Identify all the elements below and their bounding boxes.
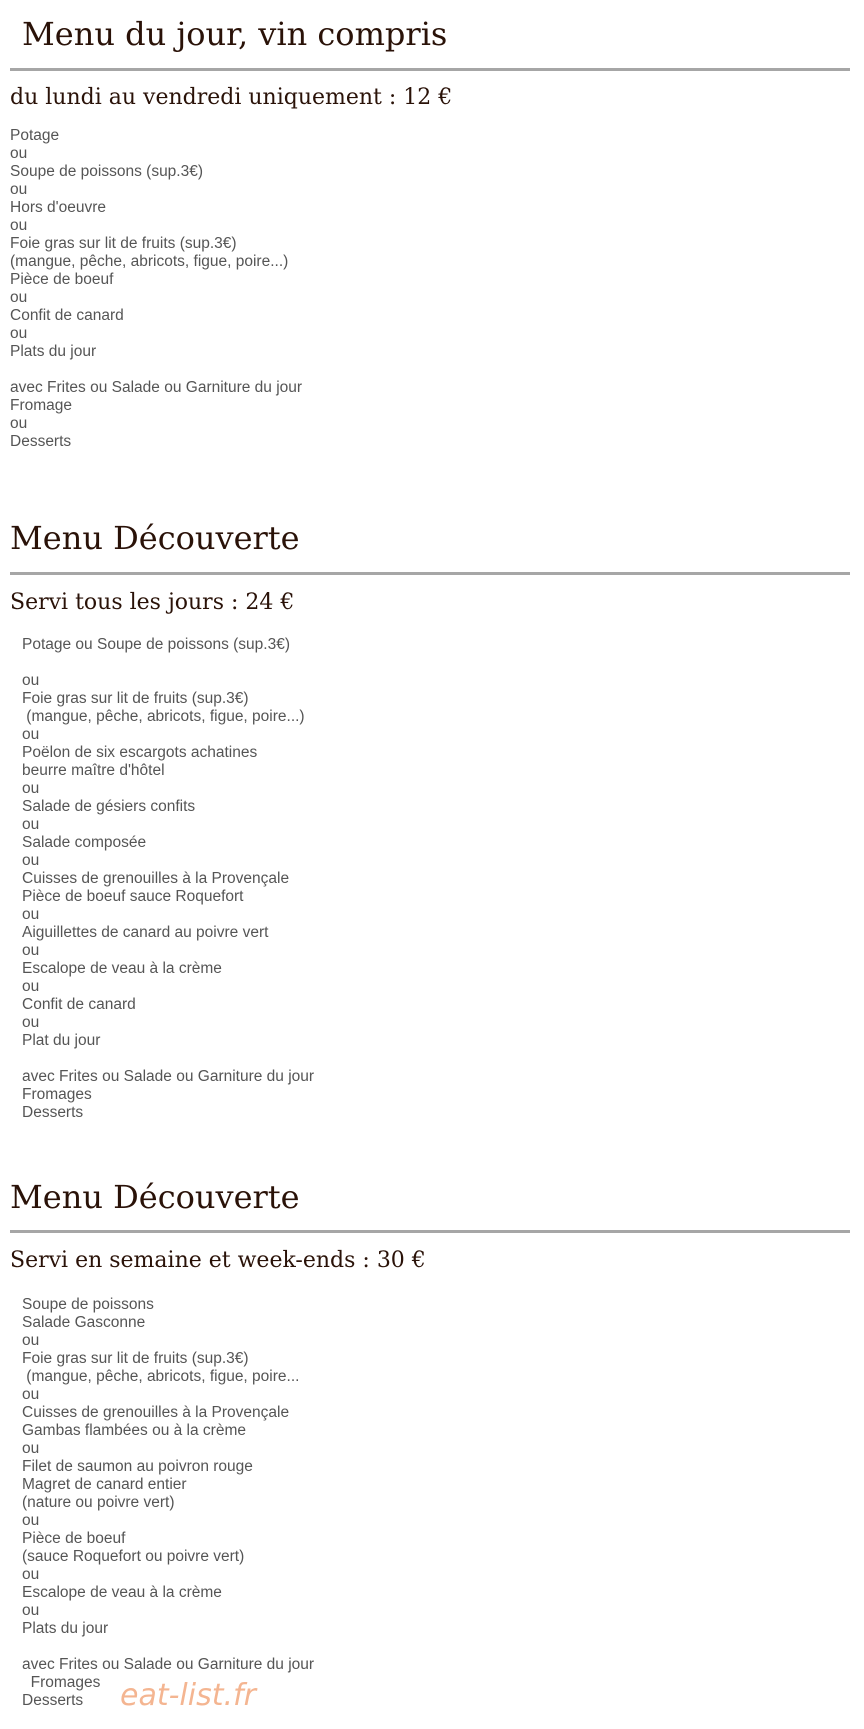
menu-subtitle: du lundi au vendredi uniquement : 12 € [10,85,453,110]
blank-line [22,1638,314,1656]
menu-line: Magret de canard entier [22,1476,187,1493]
menu-line: avec Frites ou Salade ou Garniture du jour [22,1068,315,1085]
menu-line: Foie gras sur lit de fruits (sup.3€) [10,235,237,252]
menu-line: (nature ou poivre vert) [22,1494,175,1511]
menu-line: ou [22,1386,40,1403]
menu-line: Filet de saumon au poivron rouge [22,1458,253,1475]
menu-line: Desserts [22,1692,84,1709]
menu-line: (mangue, pêche, abricots, figue, poire... [22,1368,300,1385]
menu-line: Salade Gasconne [22,1314,146,1331]
menu-line: (sauce Roquefort ou poivre vert) [22,1548,245,1565]
menu-line: Fromage [10,397,73,414]
menu-line: ou [22,1566,40,1583]
menu-line: Pièce de boeuf sauce Roquefort [22,888,244,905]
menu-line: Fromages [22,1674,101,1691]
blank-line [22,654,314,672]
menu-line: ou [10,325,28,342]
menu-line: Hors d'oeuvre [10,199,107,216]
menu-line: ou [22,672,40,689]
menu-line: Aiguillettes de canard au poivre vert [22,924,269,941]
menu-line: Gambas flambées ou à la crème [22,1422,246,1439]
menu-items [22,1296,315,1713]
menu-title: Menu du jour, vin compris [22,15,448,53]
menu-line: Desserts [22,1104,84,1121]
section-divider [10,1230,850,1233]
menu-line: Pièce de boeuf [10,271,114,288]
menu-line: Salade composée [22,834,147,851]
menu-line: Cuisses de grenouilles à la Provençale [22,870,290,887]
menu-line: Plats du jour [22,1620,109,1637]
menu-subtitle: Servi en semaine et week-ends : 30 € [10,1248,426,1273]
menu-line: ou [10,217,28,234]
menu-line: Confit de canard [22,996,136,1013]
menu-title: Menu Découverte [10,1178,300,1216]
menu-line: ou [22,978,40,995]
blank-line [10,361,302,379]
menu-title: Menu Découverte [10,519,300,557]
menu-line: Potage [10,127,60,144]
section-divider [10,572,850,575]
menu-line: Pièce de boeuf [22,1530,126,1547]
menu-line: ou [22,726,40,743]
menu-line: ou [22,1332,40,1349]
menu-line: Foie gras sur lit de fruits (sup.3€) [22,1350,249,1367]
menu-line: ou [22,906,40,923]
menu-line: Poëlon de six escargots achatines [22,744,258,761]
menu-line: Soupe de poissons [22,1296,154,1313]
menu-line: ou [10,415,28,432]
menu-line: ou [22,1602,40,1619]
menu-line: Soupe de poissons (sup.3€) [10,163,204,180]
menu-line: ou [22,1014,40,1031]
menu-line: Salade de gésiers confits [22,798,196,815]
menu-line: ou [10,289,28,306]
menu-line: Plat du jour [22,1032,101,1049]
menu-line: ou [22,780,40,797]
menu-line: ou [22,942,40,959]
menu-line: Plats du jour [10,343,97,360]
section-divider [10,68,850,71]
menu-line: Potage ou Soupe de poissons (sup.3€) [22,636,290,653]
menu-line: (mangue, pêche, abricots, figue, poire...) [10,253,289,270]
menu-line: Desserts [10,433,72,450]
menu-line: avec Frites ou Salade ou Garniture du jour [22,1656,315,1673]
menu-line: beurre maître d'hôtel [22,762,165,779]
menu-line: Escalope de veau à la crème [22,1584,222,1601]
menu-line: avec Frites ou Salade ou Garniture du jour [10,379,303,396]
menu-line: (mangue, pêche, abricots, figue, poire...) [22,708,305,725]
menu-line: ou [22,852,40,869]
menu-line: Escalope de veau à la crème [22,960,222,977]
menu-line: ou [22,816,40,833]
menu-line: Foie gras sur lit de fruits (sup.3€) [22,690,249,707]
menu-line: Confit de canard [10,307,124,324]
blank-line [22,1050,314,1068]
menu-subtitle: Servi tous les jours : 24 € [10,590,295,615]
menu-line: ou [10,181,28,198]
menu-items [10,127,302,451]
menu-line: ou [10,145,28,162]
menu-line: Fromages [22,1086,92,1103]
menu-line: Cuisses de grenouilles à la Provençale [22,1404,290,1421]
watermark: eat-list.fr [120,1678,256,1713]
menu-line: ou [22,1512,40,1529]
menu-items [22,636,314,1122]
menu-line: ou [22,1440,40,1457]
